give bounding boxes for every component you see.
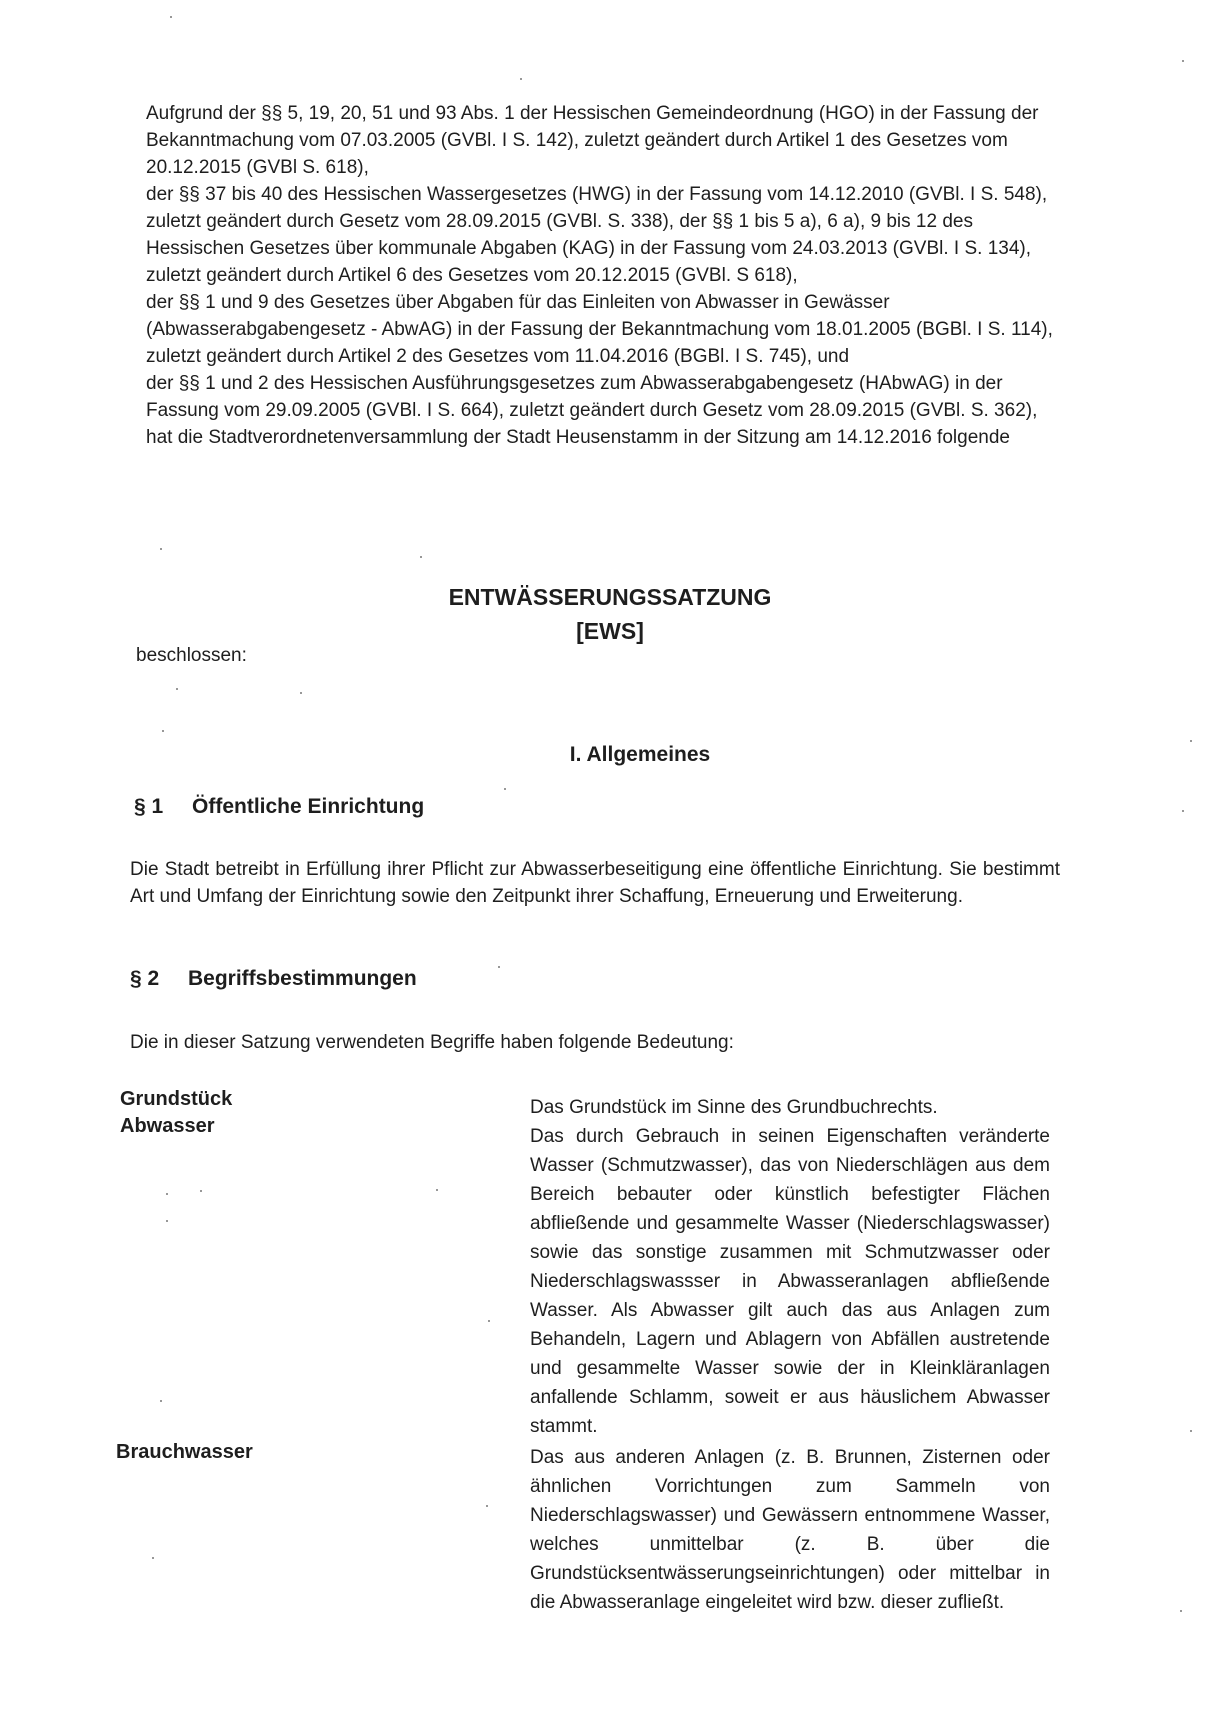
scan-speck [152, 1557, 154, 1559]
scan-speck [504, 788, 506, 790]
preamble-paragraph-hgo: Aufgrund der §§ 5, 19, 20, 51 und 93 Abs. 1 der Hessischen Gemeindeordnung (HGO) in der Fassung der Bekanntmachung vom 07.03.2005 (GVBl. I S. 142), zuletzt geändert durch Artikel 1 des Gesetzes vom 20.12.2015 (GVBl S. 618), [146, 103, 1039, 178]
section-2-heading [130, 967, 417, 991]
scan-speck [488, 1320, 490, 1322]
definition-term-brauchwasser: Brauchwasser [116, 1441, 253, 1463]
scan-speck [520, 78, 522, 80]
scan-speck [420, 556, 422, 558]
document-title [390, 580, 830, 648]
scan-speck [166, 1220, 168, 1222]
scan-speck [200, 1190, 202, 1192]
part-heading: I. Allgemeines [569, 743, 711, 766]
scan-speck [160, 1400, 162, 1402]
preamble-paragraph-resolution: hat die Stadtverordnetenversammlung der Stadt Heusenstamm in der Sitzung am 14.12.2016 folgende [146, 427, 1010, 448]
title-main: ENTWÄSSERUNGSSATZUNG [448, 584, 772, 610]
title-abbreviation: [EWS] [576, 618, 644, 644]
preamble [146, 100, 1076, 451]
section-1-title: Öffentliche Einrichtung [192, 795, 425, 818]
scan-speck [170, 16, 172, 18]
scan-speck [436, 1189, 438, 1191]
preamble-paragraph-hwg-kag: der §§ 37 bis 40 des Hessischen Wassergesetzes (HWG) in der Fassung vom 14.12.2010 (GVBl. I S. 548), zuletzt geändert durch Gesetz vom 28.09.2015 (GVBl. S. 338), der §§ 1 bis 5 a), 6 a), 9 bis 12 des Hessischen Gesetzes über kommunale Abgaben (KAG) in der Fassung vom 24.03.2013 (GVBl. I S. 134), zuletzt geändert durch Artikel 6 des Gesetzes vom 20.12.2015 (GVBl. S 618), [146, 184, 1048, 286]
resolution-word: beschlossen: [136, 645, 247, 666]
scan-speck [1190, 740, 1192, 742]
scan-speck [176, 688, 178, 690]
scan-speck [498, 966, 500, 968]
section-2-number: § 2 [130, 967, 160, 990]
scan-speck [1182, 60, 1184, 62]
section-1-body: Die Stadt betreibt in Erfüllung ihrer Pflicht zur Abwasserbeseitigung eine öffentliche Einrichtung. Sie bestimmt Art und Umfang der Einrichtung sowie den Zeitpunkt ihrer Schaffung, Erneuerung und Erweiterung. [130, 859, 1060, 907]
scan-speck [300, 692, 302, 694]
section-1-heading [134, 795, 424, 819]
section-1-number: § 1 [134, 795, 164, 818]
definition-text-abwasser: Das durch Gebrauch in seinen Eigenschaften veränderte Wasser (Schmutzwasser), das von Niederschlägen aus dem Bereich bebauter oder künstlich befestigter Flächen abfließende und gesammelte Wasser (Niederschlagswasser) sowie das sonstige zusammen mit Schmutzwasser oder Niederschlagswassser in Abwasseranlagen abfließende Wasser. Als Abwasser gilt auch das aus Anlagen zum Behandeln, Lagern und Ablagern von Abfällen austretende und gesammelte Wasser sowie der in Kleinkläranlagen anfallende Schlamm, soweit er aus häuslichem Abwasser stammt. [530, 1126, 1050, 1437]
scan-speck [486, 1505, 488, 1507]
scan-speck [1190, 1430, 1192, 1432]
scan-speck [162, 730, 164, 732]
scan-speck [1180, 1610, 1182, 1612]
preamble-paragraph-habwag: der §§ 1 und 2 des Hessischen Ausführungsgesetzes zum Abwasserabgabengesetz (HAbwAG) in der Fassung vom 29.09.2005 (GVBl. I S. 664), zuletzt geändert durch Gesetz vom 28.09.2015 (GVBl. S. 362), [146, 373, 1038, 421]
definition-text-brauchwasser: Das aus anderen Anlagen (z. B. Brunnen, Zisternen oder ähnlichen Vorrichtungen zum Sammeln von Niederschlagswasser) und Gewässern entnommene Wasser, welches unmittelbar (z. B. über die Grundstücksentwässerungseinrichtungen) oder mittelbar in die Abwasseranlage eingeleitet wird bzw. dieser zufließt. [530, 1447, 1050, 1613]
scan-speck [166, 1193, 168, 1195]
definition-term-abwasser: Abwasser [120, 1115, 215, 1137]
scan-speck [1182, 810, 1184, 812]
section-2-title: Begriffsbestimmungen [188, 967, 417, 990]
preamble-paragraph-abwag: der §§ 1 und 9 des Gesetzes über Abgaben für das Einleiten von Abwasser in Gewässer (Abwasserabgabengesetz - AbwAG) in der Fassung der Bekanntmachung vom 18.01.2005 (BGBl. I S. 114), zuletzt geändert durch Artikel 2 des Gesetzes vom 11.04.2016 (BGBl. I S. 745), und [146, 292, 1053, 367]
definition-text-grundstueck: Das Grundstück im Sinne des Grundbuchrechts. [530, 1097, 938, 1118]
scan-speck [160, 548, 162, 550]
definition-term-grundstueck: Grundstück [120, 1088, 233, 1110]
section-2-intro: Die in dieser Satzung verwendeten Begriffe haben folgende Bedeutung: [130, 1032, 734, 1053]
